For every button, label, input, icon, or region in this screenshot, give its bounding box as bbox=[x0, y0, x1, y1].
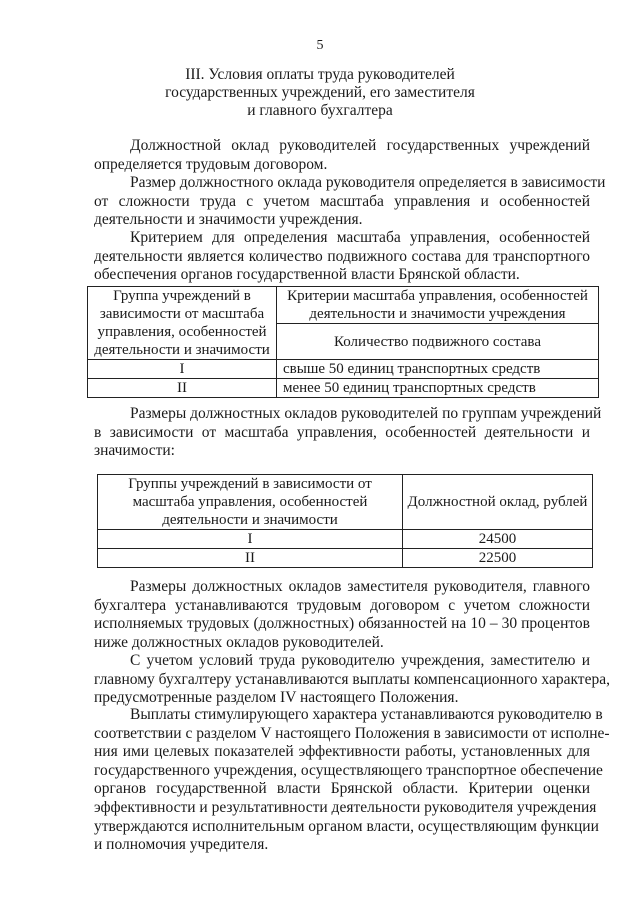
table-cell-salary: 22500 bbox=[403, 549, 593, 568]
text-line: С учетом условий труда руководителю учреждения, заместителю и bbox=[130, 652, 590, 669]
criteria-table bbox=[87, 286, 599, 398]
text-line: ниже должностных окладов руководителей. bbox=[94, 633, 384, 651]
text-line: предусмотренные разделом IV настоящего Положения. bbox=[94, 689, 459, 707]
page-number: 5 bbox=[316, 38, 324, 53]
text-line: определяется трудовым договором. bbox=[94, 155, 328, 173]
table-cell-salary: 24500 bbox=[403, 530, 593, 549]
table-cell-criterion: менее 50 единиц транспортных средств bbox=[277, 379, 599, 398]
paragraph-deputy-salary bbox=[94, 578, 590, 652]
table-row bbox=[98, 549, 593, 568]
text-line: деятельности является количество подвижного состава для транспортного bbox=[94, 247, 590, 265]
text-line: в зависимости от масштаба управления, особенностей деятельности и bbox=[94, 423, 590, 441]
heading-line: и главного бухгалтера bbox=[247, 102, 393, 119]
text-line: исполняемых трудовых (должностных) обязанностей на 10 – 30 процентов bbox=[94, 615, 590, 633]
paragraph-criterion bbox=[94, 229, 590, 285]
table-header-group: Группы учреждений в зависимости от масштаба управления, особенностей деятельности и значимости bbox=[98, 475, 403, 530]
text-line: значимости: bbox=[94, 442, 175, 460]
text-line: эффективности и результативности деятельности руководителя учреждения bbox=[94, 798, 597, 816]
text-line: утверждаются исполнительным органом власти, осуществляющим функции bbox=[94, 817, 599, 835]
text-line: государственного учреждения, осуществляющего транспортное обеспечение bbox=[94, 761, 603, 779]
table-row bbox=[88, 360, 599, 379]
text-line: бухгалтера устанавливаются трудовым договором с учетом сложности bbox=[94, 596, 590, 614]
table-row bbox=[98, 530, 593, 549]
table-row bbox=[88, 379, 599, 398]
table-header-criteria: Критерии масштаба управления, особенностей деятельности и значимости учреждения bbox=[277, 287, 599, 324]
table-cell-group: II bbox=[98, 549, 403, 568]
table-cell-group: I bbox=[88, 360, 277, 379]
table-cell-group: I bbox=[98, 530, 403, 549]
paragraph-salary-groups bbox=[94, 405, 602, 461]
text-line: Размер должностного оклада руководителя определяется в зависимости bbox=[130, 174, 606, 191]
text-line: главному бухгалтеру устанавливаются выплаты компенсационного характера, bbox=[94, 670, 610, 688]
text-line: Размеры должностных окладов заместителя руководителя, главного bbox=[130, 578, 590, 595]
paragraph-incentive bbox=[94, 706, 610, 855]
paragraph-salary-size bbox=[94, 174, 606, 230]
text-line: Должностной оклад руководителей государственных учреждений bbox=[130, 137, 590, 154]
table-subheader-vehicles: Количество подвижного состава bbox=[277, 324, 599, 360]
text-line: и полномочия учредителя. bbox=[94, 836, 269, 854]
heading-line: государственных учреждений, его заместителя bbox=[165, 84, 475, 101]
table-header-salary: Должностной оклад, рублей bbox=[403, 475, 593, 530]
text-line: ния ими целевых показателей эффективности работы, установленных для bbox=[94, 743, 590, 761]
table-cell-group: II bbox=[88, 379, 277, 398]
text-line: Размеры должностных окладов руководителей по группам учреждений bbox=[130, 405, 602, 422]
paragraph-compensation bbox=[94, 652, 610, 708]
table-cell-criterion: свыше 50 единиц транспортных средств bbox=[277, 360, 599, 379]
text-line: соответствии с разделом V настоящего Положения в зависимости от исполне- bbox=[94, 724, 610, 742]
heading-line: III. Условия оплаты труда руководителей bbox=[185, 66, 455, 83]
section-heading bbox=[0, 66, 640, 120]
salary-table bbox=[97, 474, 593, 568]
paragraph-salary-contract bbox=[94, 137, 590, 174]
text-line: обеспечения органов государственной власти Брянской области. bbox=[94, 266, 520, 284]
text-line: от сложности труда с учетом масштаба управления и особенностей bbox=[94, 192, 590, 210]
text-line: Выплаты стимулирующего характера устанавливаются руководителю в bbox=[130, 706, 603, 723]
text-line: органов государственной власти Брянской области. Критерии оценки bbox=[94, 780, 590, 798]
text-line: деятельности и значимости учреждения. bbox=[94, 211, 363, 229]
table-header-group: Группа учреждений в зависимости от масштаба управления, особенностей деятельности и значимости bbox=[88, 287, 277, 360]
text-line: Критерием для определения масштаба управления, особенностей bbox=[130, 229, 590, 246]
